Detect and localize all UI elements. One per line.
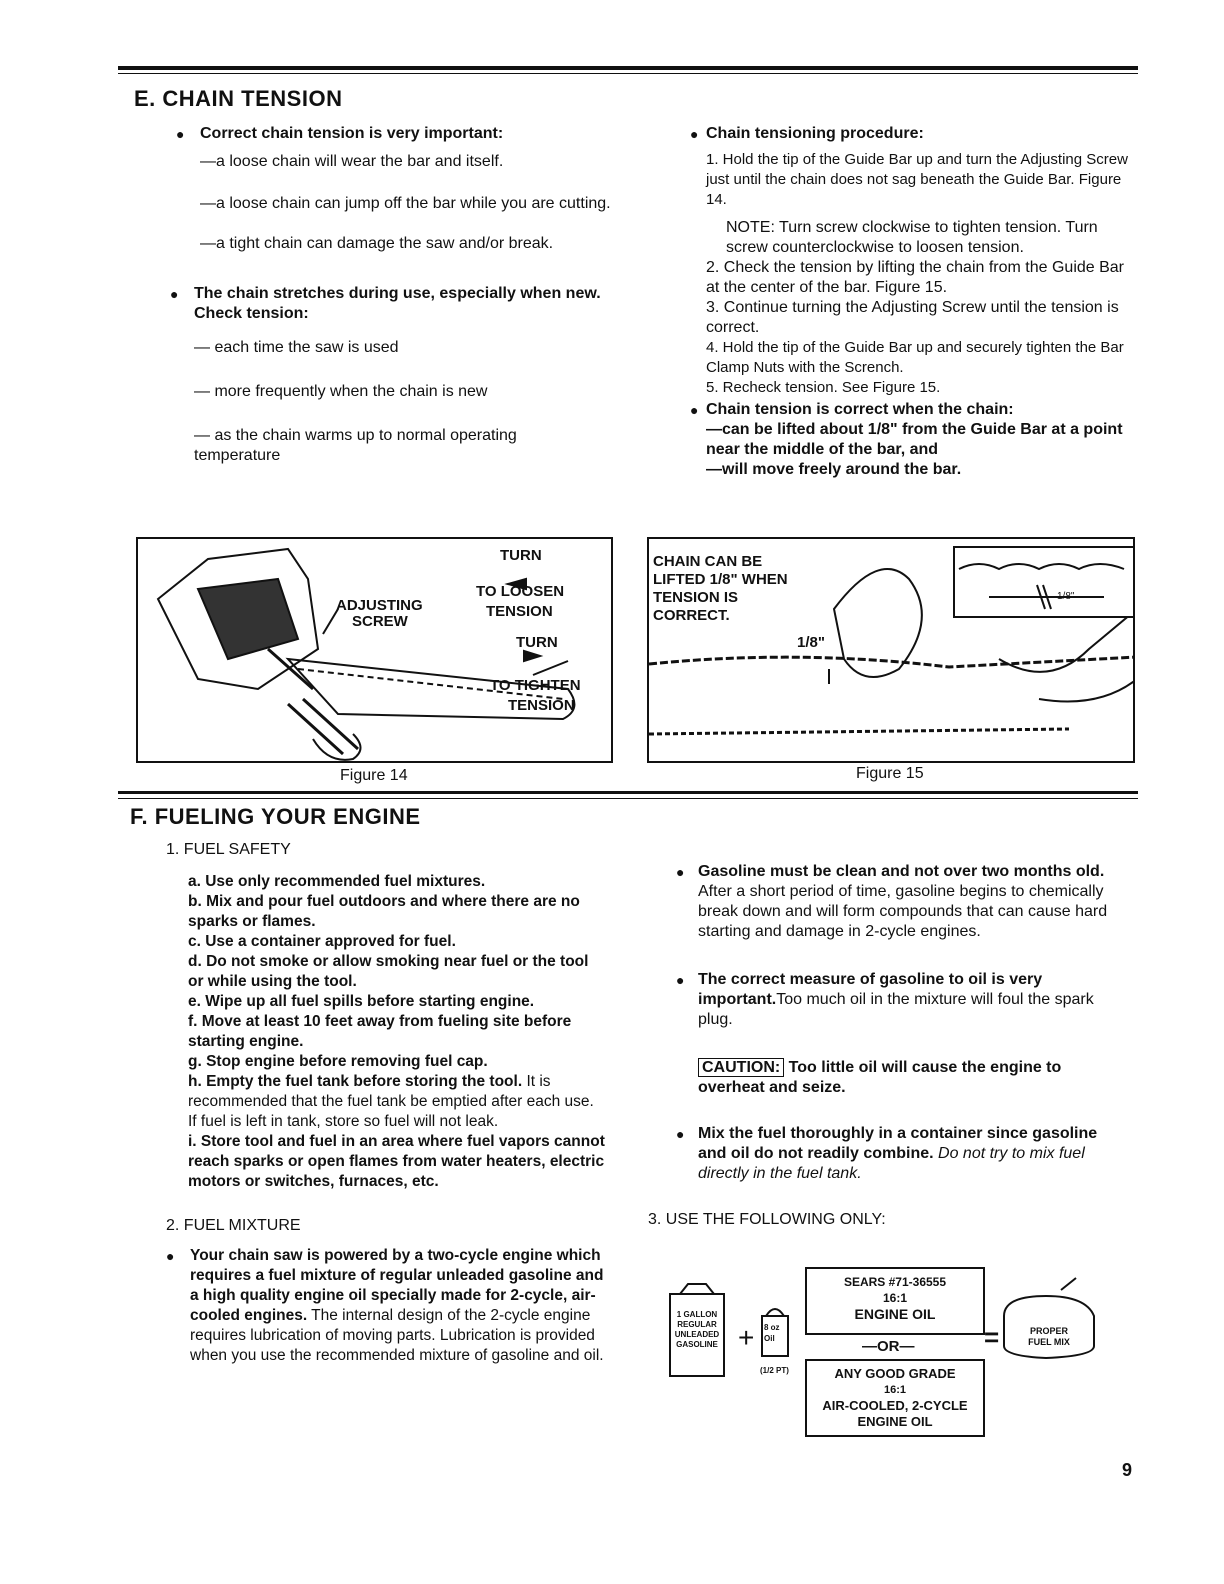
section-e-right	[690, 124, 1135, 480]
gasoline-clean: ● Gasoline must be clean and not over two months old. After a short period of time, gasoline begins to chemically break down and will form compounds that can cause hard starting and damage in 2-cycle engines.	[676, 863, 1108, 940]
step-4: 4. Hold the tip of the Guide Bar up and securely tighten the Bar Clamp Nuts with the Scrench.	[706, 339, 1124, 376]
lifted-when: LIFTED 1/8" WHEN	[653, 571, 788, 588]
dash-item: — each time the saw is used	[194, 339, 399, 356]
gas-can-label: 1 GALLON REGULAR UNLEADED GASOLINE	[674, 1310, 720, 1349]
tension-label: TENSION	[486, 603, 553, 620]
section-e-title: E. CHAIN TENSION	[134, 86, 343, 111]
caution-label: CAUTION:	[698, 1058, 784, 1077]
turn-label: TURN	[516, 634, 558, 651]
or-label: —OR—	[862, 1338, 915, 1355]
fuel-mixture-text: ● Your chain saw is powered by a two-cycle engine which requires a fuel mixture of regular unleaded gasoline and a high quality engine oil specially made for 2-cycle, air-cooled engines. The internal design of the 2-cycle engine requires lubrication of moving parts. Lubrication is provided when you use the recommended mixture of gasoline and oil.	[166, 1247, 604, 1364]
tension-label: TENSION	[508, 697, 575, 714]
generic-oil-box: ANY GOOD GRADE 16:1 AIR-COOLED, 2-CYCLE ENGINE OIL	[822, 1366, 968, 1429]
figure-15	[647, 537, 1135, 763]
mix-thoroughly: ● Mix the fuel thoroughly in a container since gasoline and oil do not readily combine. Do not try to mix fuel directly in the fuel tank.	[676, 1125, 1098, 1182]
plus-sign: +	[738, 1322, 755, 1353]
chain-can-be: CHAIN CAN BE	[653, 553, 763, 570]
dash-item: —can be lifted about 1/8" from the Guide Bar at a point near the middle of the bar, and	[706, 421, 1123, 458]
loosen-label: TO LOOSEN	[476, 583, 565, 600]
correct-measure: ● The correct measure of gasoline to oil is very important.Too much oil in the mixture will foul the spark plug.	[676, 971, 1094, 1028]
sears-oil-box: SEARS #71-36555 16:1 ENGINE OIL	[843, 1275, 947, 1322]
half-pint-label: (1/2 PT)	[760, 1366, 789, 1375]
fuel-safety-heading: 1. FUEL SAFETY	[166, 841, 291, 858]
figure-15-caption: Figure 15	[856, 765, 924, 782]
eighth-inch-label: 1/8"	[797, 634, 825, 651]
correct-when: ● Chain tension is correct when the chain:	[690, 401, 1014, 418]
section-f-title: F. FUELING YOUR ENGINE	[130, 804, 421, 829]
note: NOTE: Turn screw clockwise to tighten tension. Turn screw counterclockwise to loosen tension.	[726, 219, 1098, 256]
safety-list	[166, 872, 606, 1192]
step-2: 2. Check the tension by lifting the chain from the Guide Bar at the center of the bar. Figure 15.	[706, 259, 1125, 296]
safety-item: a. Use only recommended fuel mixtures.	[188, 873, 486, 890]
step-1: 1. Hold the tip of the Guide Bar up and turn the Adjusting Screw just until the chain does not sag beneath the Guide Bar. Figure 14.	[706, 151, 1128, 208]
section-f-right	[648, 862, 1116, 1230]
dash-item: —a tight chain can damage the saw and/or break.	[200, 235, 554, 252]
eighth-inch-small: 1/8"	[1057, 591, 1075, 602]
safety-item: c. Use a container approved for fuel.	[188, 933, 456, 950]
section-f-left	[166, 840, 606, 1366]
procedure-heading: ● Chain tensioning procedure:	[690, 125, 924, 142]
dash-item: —a loose chain will wear the bar and itself.	[200, 153, 504, 170]
tighten-label: TO TIGHTEN	[490, 677, 581, 694]
top-rule-thin	[118, 73, 1138, 74]
dash-item: — as the chain warms up to normal operating temperature	[194, 427, 517, 464]
safety-item: f. Move at least 10 feet away from fueling site before starting engine.	[188, 1013, 572, 1050]
dash-item: —will move freely around the bar.	[706, 461, 962, 478]
chainsaw-illustration	[138, 539, 613, 763]
safety-item: e. Wipe up all fuel spills before starting engine.	[188, 993, 535, 1010]
equals-sign: =	[984, 1322, 1000, 1352]
section-rule	[118, 791, 1138, 794]
figure-14-caption: Figure 14	[340, 767, 408, 784]
tension-important: ● Correct chain tension is very important:	[176, 125, 504, 142]
adjusting-label: ADJUSTING	[336, 597, 423, 614]
page-number: 9	[1122, 1460, 1133, 1480]
safety-item: b. Mix and pour fuel outdoors and where there are no sparks or flames.	[188, 893, 580, 930]
caution-note: CAUTION: Too little oil will cause the engine to overheat and seize.	[698, 1059, 1062, 1096]
safety-item-i: i. Store tool and fuel in an area where fuel vapors cannot reach sparks or open flames from water heaters, electric motors or switches, furnaces, etc.	[188, 1133, 605, 1190]
fuel-mix-label: PROPER FUEL MIX	[1028, 1326, 1070, 1347]
step-5: 5. Recheck tension. See Figure 15.	[706, 379, 941, 396]
fuel-mixture-heading: 2. FUEL MIXTURE	[166, 1217, 301, 1234]
safety-item: d. Do not smoke or allow smoking near fuel or the tool or while using the tool.	[188, 953, 589, 990]
oil-bottle-label: 8 oz Oil	[764, 1323, 780, 1343]
fuel-diagram	[666, 1266, 1106, 1446]
figure-14	[136, 537, 613, 763]
use-following-heading: 3. USE THE FOLLOWING ONLY:	[648, 1211, 886, 1228]
safety-item-h: h. Empty the fuel tank before storing the tool. It is recommended that the fuel tank be emptied after each use. If fuel is left in tank, store so fuel will not leak.	[188, 1073, 594, 1130]
section-rule-thin	[118, 798, 1138, 799]
dash-item: —a loose chain can jump off the bar while you are cutting.	[200, 195, 611, 212]
top-rule	[118, 66, 1138, 70]
screw-label: SCREW	[352, 613, 408, 630]
section-e-left	[170, 124, 616, 466]
chain-stretches: ● The chain stretches during use, especially when new. Check tension:	[170, 285, 601, 322]
tension-is: TENSION IS	[653, 589, 739, 606]
safety-item: g. Stop engine before removing fuel cap.	[188, 1053, 488, 1070]
turn-label: TURN	[500, 547, 542, 564]
step-3: 3. Continue turning the Adjusting Screw until the tension is correct.	[706, 299, 1119, 336]
dash-item: — more frequently when the chain is new	[194, 383, 488, 400]
correct: CORRECT.	[653, 607, 730, 624]
